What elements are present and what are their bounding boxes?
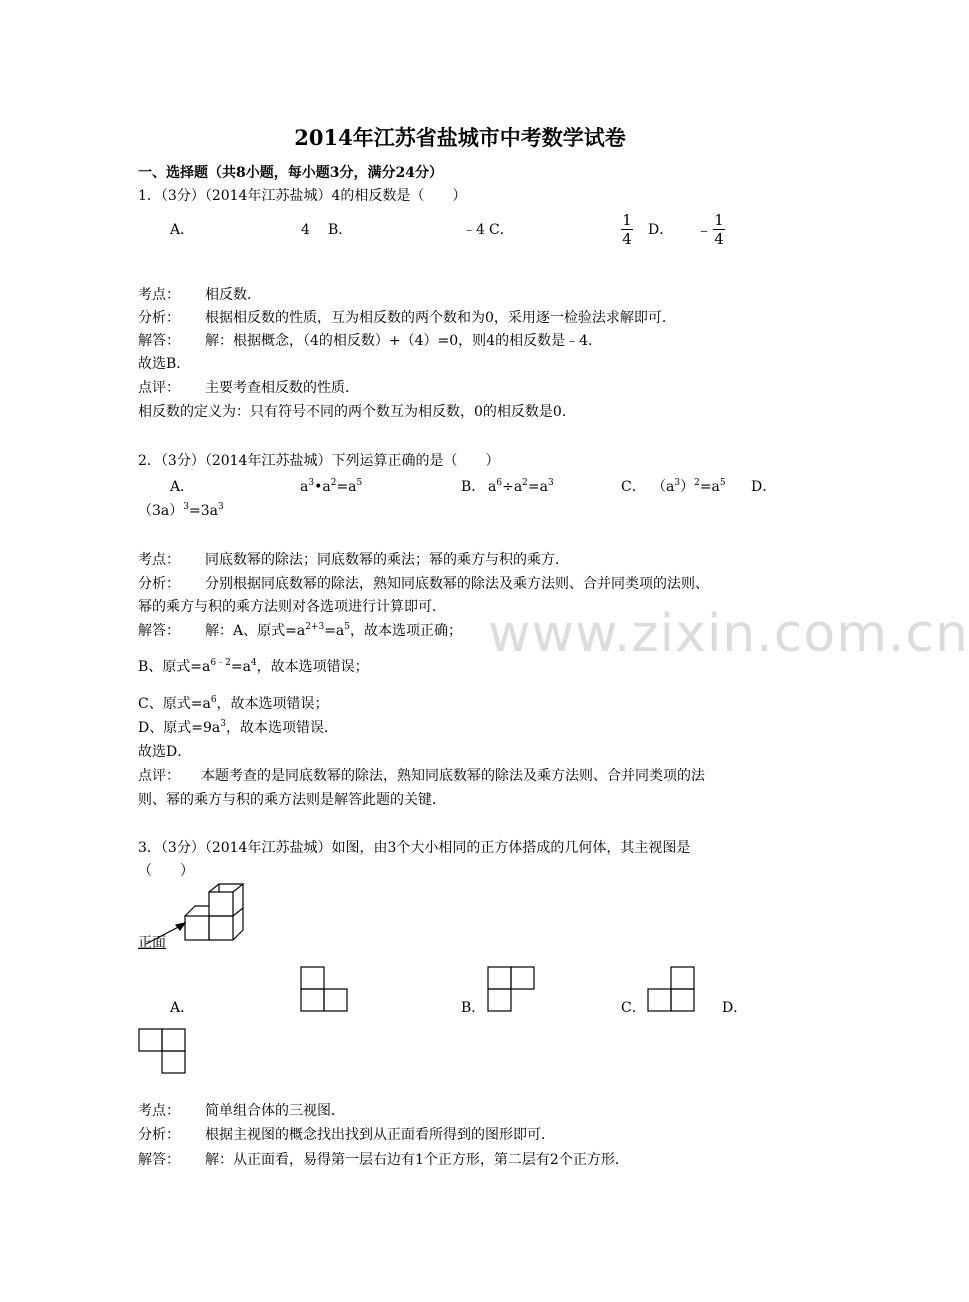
q1-option-a-label: A． xyxy=(170,222,195,238)
q3-option-b-figure xyxy=(487,966,535,1012)
q2-fenxi: 分别根据同底数幂的除法，熟知同底数幂的除法及乘方法则、合并同类项的法则、 xyxy=(205,576,709,592)
q2-option-b-expr: $a^6\div a^2=a^3$ xyxy=(488,478,554,495)
q3-front-label: 正面 xyxy=(138,935,166,951)
q1-fenxi-label: 分析： xyxy=(138,310,180,326)
q1-option-b-value: ﹣4 xyxy=(462,222,485,238)
q2-fenxi-label: 分析： xyxy=(138,576,180,592)
q3-option-a-label: A． xyxy=(170,1000,195,1016)
q3-stem-2: （ ） xyxy=(138,863,194,879)
q1-option-a-value: 4 xyxy=(301,222,310,238)
q1-option-c-denominator: 4 xyxy=(622,230,632,248)
q2-option-d-label: D． xyxy=(751,479,777,495)
q2-guxuan: 故选D． xyxy=(138,744,192,760)
q1-guxuan: 故选B． xyxy=(138,356,191,372)
q2-option-d-expr: $(3a)^3=3a^3$ xyxy=(138,502,224,519)
q2-jieda-c: C、原式$=a^6$，故本选项错误； xyxy=(138,695,329,712)
section-heading: 一、选择题（共8小题，每小题3分，满分24分） xyxy=(138,165,443,181)
q1-dianping-2: 相反数的定义为：只有符号不同的两个数互为相反数，0的相反数是0． xyxy=(138,404,576,420)
q1-option-d-label: D． xyxy=(648,222,674,238)
q3-option-d-label: D． xyxy=(722,1000,748,1016)
q2-jieda-label: 解答： xyxy=(138,623,180,639)
q2-option-c-label: C． xyxy=(621,479,646,495)
q2-kaodian: 同底数幂的除法；同底数幂的乘法；幂的乘方与积的乘方． xyxy=(205,552,569,568)
q1-option-d-denominator: 4 xyxy=(714,230,724,248)
q3-option-a-figure xyxy=(300,966,348,1012)
q1-option-c-label: C． xyxy=(489,222,514,238)
q1-option-d-numerator: 1 xyxy=(714,211,724,229)
q2-option-a-label: A． xyxy=(170,479,195,495)
q3-option-c-figure xyxy=(647,966,695,1012)
q2-dianping: 本题考查的是同底数幂的除法，熟知同底数幂的除法及乘方法则、合并同类项的法 xyxy=(201,768,705,784)
q2-kaodian-label: 考点： xyxy=(138,552,180,568)
q1-option-d-fraction xyxy=(713,212,725,247)
q3-option-b-label: B． xyxy=(461,1000,486,1016)
q3-kaodian: 简单组合体的三视图． xyxy=(205,1103,345,1119)
q1-option-c-fraction xyxy=(621,212,633,247)
q2-jieda-a: 解：A、原式$=a^{2+3}=a^5$，故本选项正确； xyxy=(205,622,463,639)
watermark: www.zixin.com.cn xyxy=(488,604,969,664)
q2-option-b-label: B． xyxy=(461,479,486,495)
q2-dianping-2: 则、幂的乘方与积的乘方法则是解答此题的关键． xyxy=(138,792,446,808)
q1-jieda-label: 解答： xyxy=(138,333,180,349)
q1-jieda: 解：根据概念，（4的相反数）+（4）=0，则4的相反数是﹣4． xyxy=(205,333,602,349)
q2-dianping-label: 点评： xyxy=(138,768,180,784)
q2-option-a-expr: $a^3•a^2=a^5$ xyxy=(300,478,363,495)
q2-jieda-d: D、原式$=9a^3$，故本选项错误． xyxy=(138,719,338,736)
q3-kaodian-label: 考点： xyxy=(138,1103,180,1119)
q1-kaodian: 相反数． xyxy=(205,287,261,303)
q1-option-b-label: B． xyxy=(328,222,353,238)
q3-option-d-figure xyxy=(138,1028,186,1074)
q1-fenxi: 根据相反数的性质，互为相反数的两个数和为0，采用逐一检验法求解即可． xyxy=(205,310,676,326)
q1-option-d-sign: ﹣ xyxy=(696,220,713,239)
q1-stem: 1．（3分）（2014年江苏盐城）4的相反数是（ ） xyxy=(138,188,467,204)
q3-stem: 3．（3分）（2014年江苏盐城）如图，由3个大小相同的正方体搭成的几何体，其主视图是 xyxy=(138,840,691,856)
q3-fenxi: 根据主视图的概念找出找到从正面看所得到的图形即可． xyxy=(205,1127,555,1143)
q3-jieda-label: 解答： xyxy=(138,1152,180,1168)
q1-dianping: 主要考查相反数的性质． xyxy=(205,380,359,396)
q3-jieda: 解：从正面看，易得第一层右边有1个正方形，第二层有2个正方形． xyxy=(205,1152,629,1168)
q2-stem: 2．（3分）（2014年江苏盐城）下列运算正确的是（ ） xyxy=(138,453,500,469)
q3-fenxi-label: 分析： xyxy=(138,1127,180,1143)
q2-option-c-expr: $(a^3)^2=a^5$ xyxy=(652,478,726,495)
q1-kaodian-label: 考点： xyxy=(138,287,180,303)
q1-option-c-numerator: 1 xyxy=(622,211,632,229)
q2-jieda-b: B、原式$=a^{6﹣2}=a^4$，故本选项错误； xyxy=(138,658,369,675)
q3-option-c-label: C． xyxy=(621,1000,646,1016)
q1-dianping-label: 点评： xyxy=(138,380,180,396)
q2-fenxi-2: 幂的乘方与积的乘方法则对各选项进行计算即可． xyxy=(138,599,446,615)
page-title: 2014年江苏省盐城市中考数学试卷 xyxy=(294,125,626,150)
